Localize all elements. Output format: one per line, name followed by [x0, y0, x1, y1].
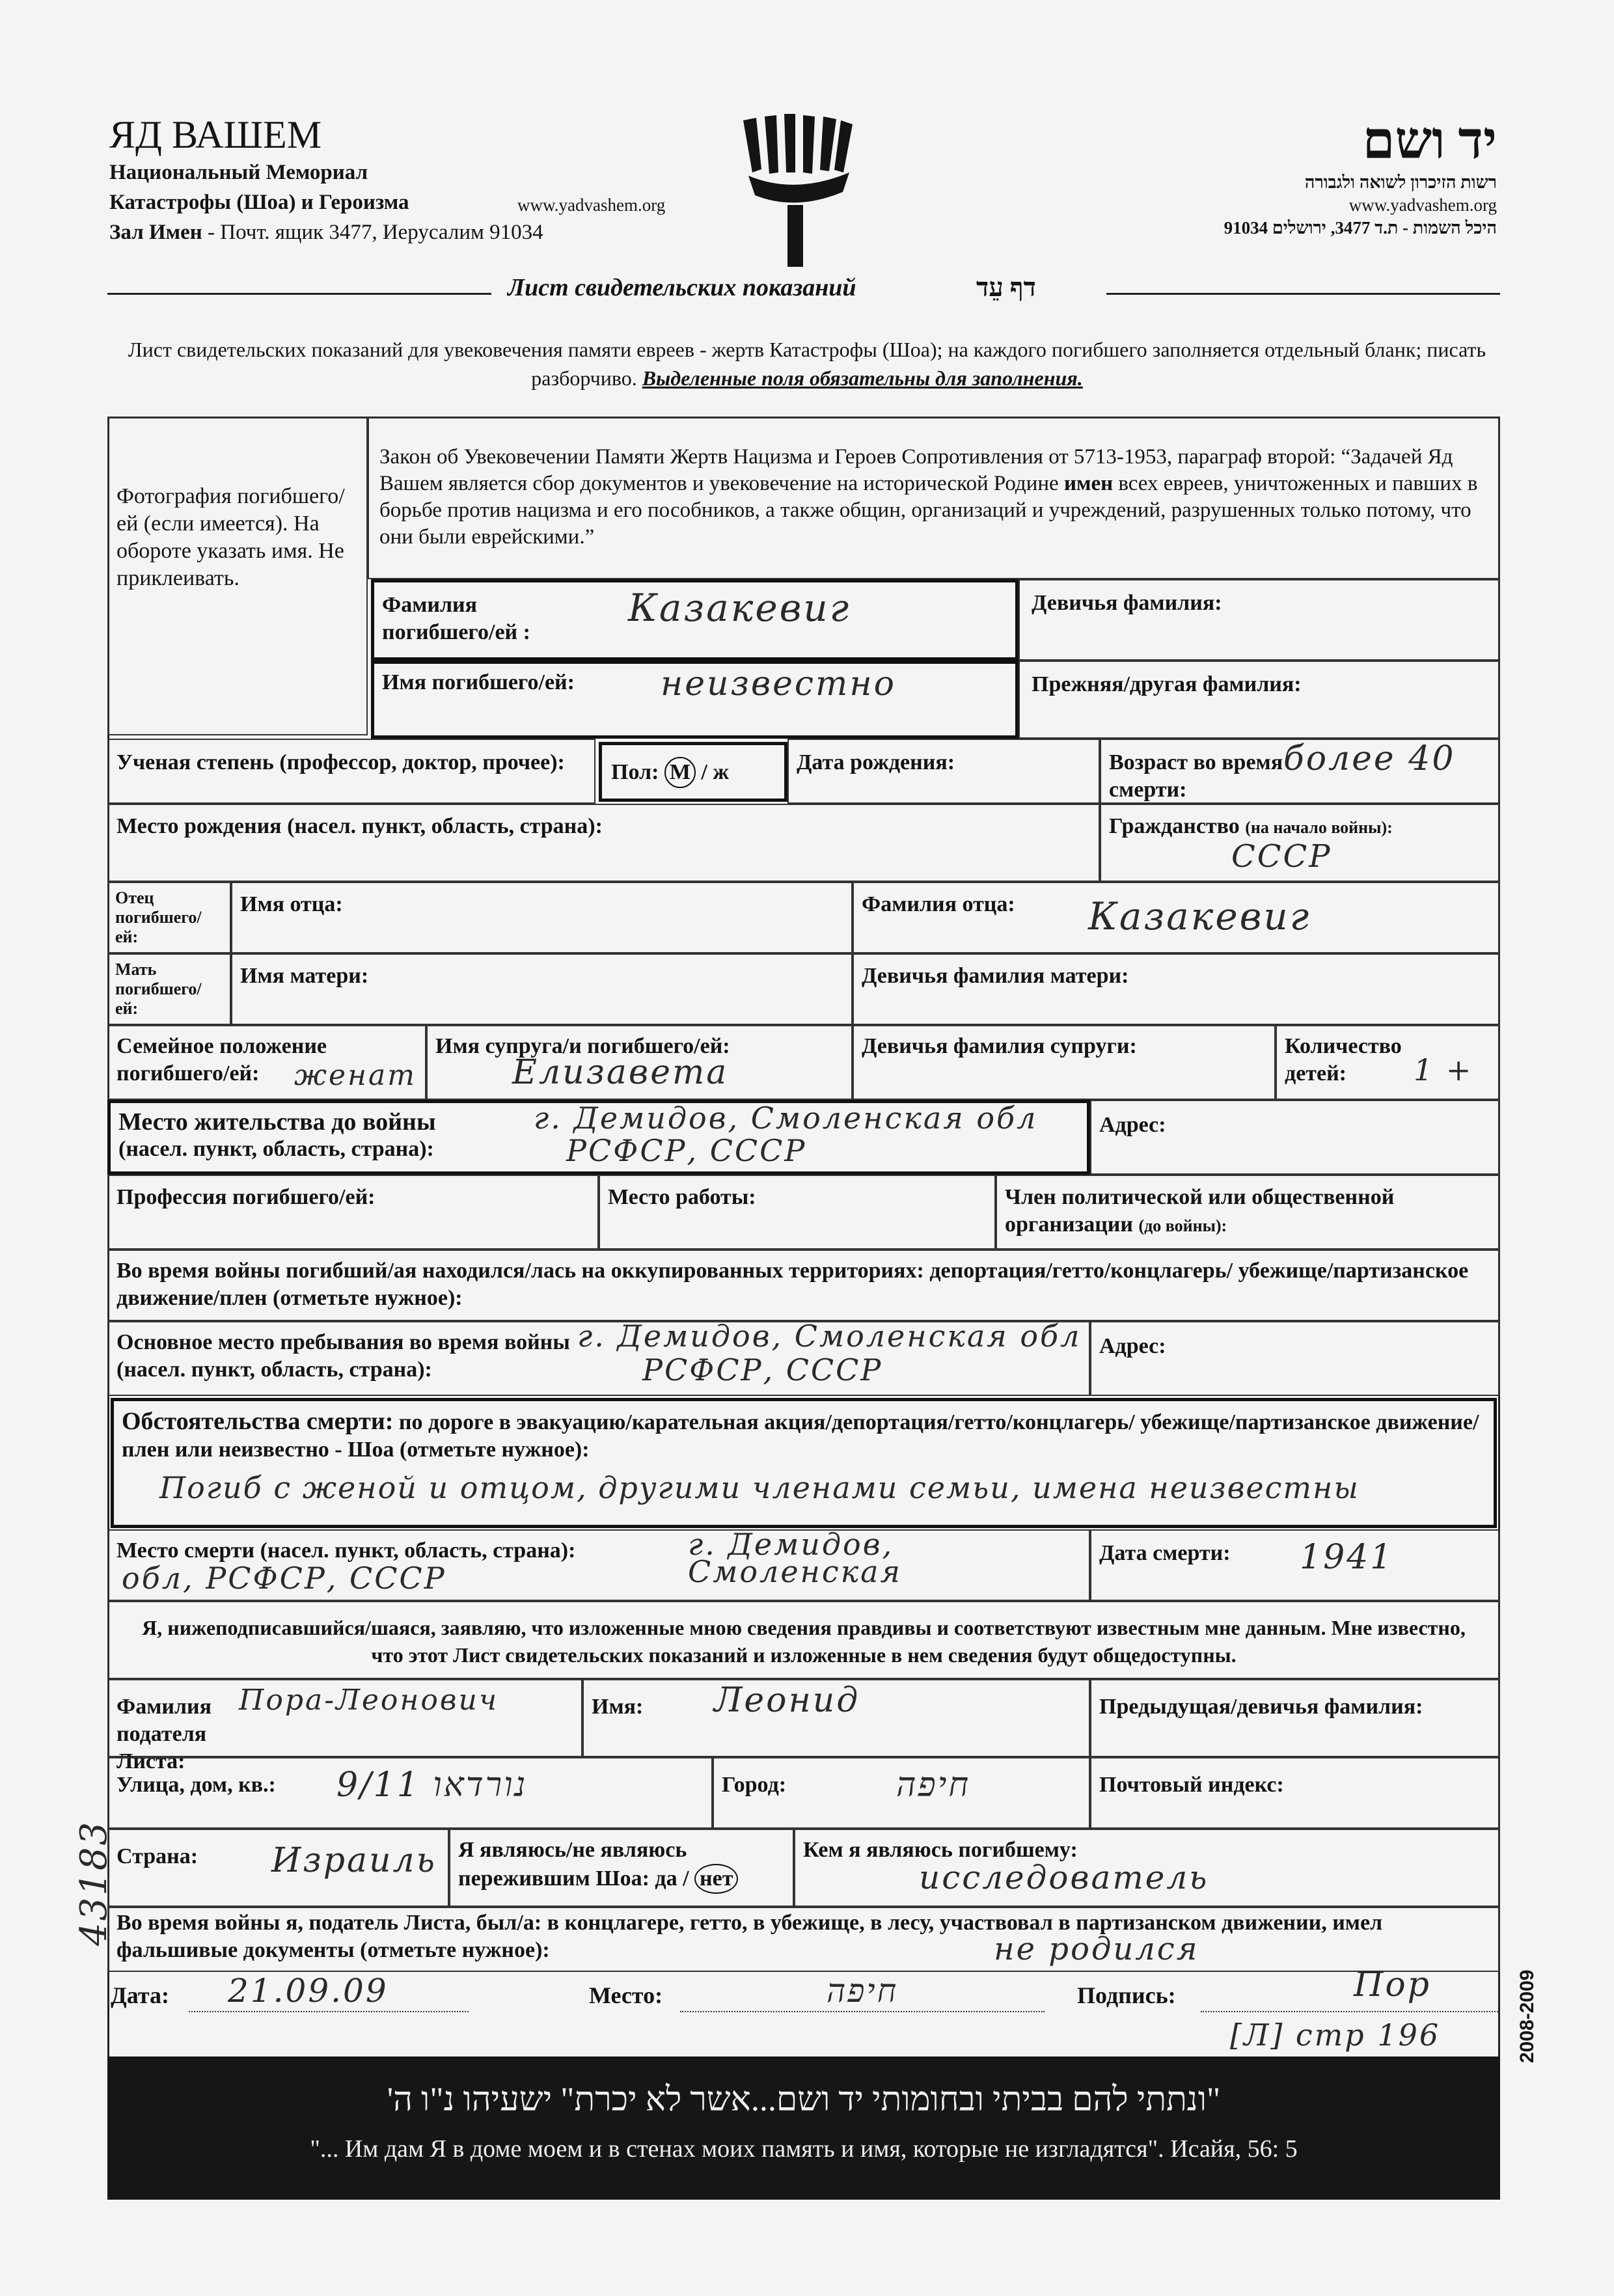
degree-field[interactable]: [107, 739, 595, 804]
submitter-surname-value: Пора-Леонович: [239, 1684, 499, 1717]
maiden-name-field[interactable]: [1019, 579, 1500, 661]
citizenship-field[interactable]: [1100, 804, 1500, 882]
spouse-name-value: Елизавета: [512, 1053, 729, 1092]
sex-field[interactable]: [599, 742, 787, 802]
father-row-label: Отец погибшего/ ей:: [107, 882, 231, 953]
url-left: www.yadvashem.org: [517, 195, 666, 215]
submitter-name-field[interactable]: [582, 1679, 1090, 1757]
membership-field[interactable]: [996, 1175, 1500, 1250]
law-text-b: всех евреев, уничтоженных и павших в борьбе против нацизма и его пособников, а также общин, организаций и учреждений, разрушенных только потому, что они были еврейскими.”: [379, 472, 1478, 549]
mother-name-label: Имя матери:: [240, 964, 369, 988]
death-date-value: 1941: [1300, 1538, 1394, 1577]
citizenship-note: (на начало войны):: [1245, 818, 1393, 837]
wartime-status-field[interactable]: [107, 1250, 1500, 1321]
spouse-maiden-field[interactable]: [853, 1025, 1276, 1100]
title-rule-left: [107, 293, 491, 295]
death-date-field[interactable]: [1090, 1529, 1500, 1601]
death-place-field[interactable]: [107, 1529, 1090, 1601]
death-place-value-line2: обл, РСФСР, СССР: [122, 1561, 446, 1596]
org-address-text: - Почт. ящик 3477, Иерусалим 91034: [202, 221, 543, 244]
side-year-label: 2008-2009: [1516, 1969, 1538, 2063]
wartime-place-label: Основное место пребывания во время войны (насел. пункт, область, страна):: [116, 1330, 570, 1382]
header-right: [1093, 112, 1497, 239]
document-title: Лист свидетельских показаний: [508, 274, 856, 301]
relation-label: Кем я являюсь погибшему:: [803, 1838, 1078, 1862]
org-title: ЯД ВАШЕМ: [109, 113, 322, 156]
father-surname-value: Казакевиг: [1088, 894, 1311, 938]
wartime-address-label: Адрес:: [1099, 1334, 1166, 1358]
submitter-previous-field[interactable]: [1090, 1679, 1500, 1757]
spouse-maiden-label: Девичья фамилия супруги:: [862, 1034, 1137, 1058]
street-value: 9/11 נורדאו: [336, 1766, 528, 1805]
signature-label: Подпись:: [1077, 1982, 1176, 2008]
children-count-value: 1 +: [1414, 1052, 1473, 1087]
submitter-wartime-text: Во время войны я, податель Листа, был/а: в концлагере, гетто, в убежище, в лесу, участвовал в партизанском движении, имел фальшивые документы (отметьте нужное):: [116, 1911, 1383, 1962]
zip-field[interactable]: [1090, 1757, 1500, 1829]
spouse-name-label: Имя супруга/и погибшего/ей:: [435, 1034, 730, 1058]
declaration-text: Я, нижеподписавшийся/шаяся, заявляю, что изложенные мною сведения правдивы и соответствуют известным мне данным. Мне известно, что этот Лист свидетельских показаний и изложенные в нем сведения будут общедоступны.: [107, 1601, 1500, 1679]
wartime-address-field[interactable]: [1090, 1321, 1500, 1396]
age-field[interactable]: [1100, 739, 1500, 804]
submitter-wartime-value: не родился: [994, 1931, 1199, 1967]
wartime-place-value-line2: РСФСР, СССР: [642, 1352, 883, 1387]
death-date-label: Дата смерти:: [1099, 1541, 1231, 1565]
wartime-place-value-line1: г. Демидов, Смоленская обл: [577, 1319, 1082, 1354]
mother-row-label: Мать погибшего/ ей:: [107, 953, 231, 1025]
relation-value: исследователь: [919, 1859, 1209, 1896]
law-text-bold: имен: [1063, 472, 1114, 495]
country-field[interactable]: [107, 1829, 449, 1907]
workplace-field[interactable]: [599, 1175, 996, 1250]
wartime-place-field[interactable]: [107, 1321, 1090, 1396]
place-label: Место:: [589, 1982, 663, 2008]
surname-field[interactable]: [371, 579, 1019, 661]
birthplace-field[interactable]: [107, 804, 1100, 882]
country-label: Страна:: [116, 1844, 198, 1868]
photo-box[interactable]: [107, 417, 368, 735]
sex-label: Пол:: [611, 760, 659, 784]
photo-label: Фотография погибшего/ей (если имеется). На обороте указать имя. Не приклеивать.: [116, 484, 345, 590]
banner-hebrew-quote: "ונתתי להם בביתי ובחומותי יד ושם...אשר לא יכרת" ישעיהו נ"ו ה': [387, 2081, 1221, 2118]
maiden-name-label: Девичья фамилия:: [1032, 591, 1222, 615]
street-field[interactable]: [107, 1757, 713, 1829]
submitter-surname-label: Фамилия подателя Листа:: [116, 1695, 212, 1773]
sex-male-option[interactable]: М: [664, 757, 696, 788]
father-name-field[interactable]: [231, 882, 853, 953]
previous-surname-field[interactable]: [1019, 661, 1500, 739]
title-rule-right: [1106, 293, 1500, 295]
law-text: [368, 417, 1500, 579]
banner-russian-quote: "... Им дам Я в доме моем и в стенах моих память и имя, которые не изгладятся". Исайя, 56: 5: [310, 2135, 1298, 2163]
surname-value: Казакевиг: [628, 586, 851, 630]
signature-line[interactable]: [1201, 2011, 1500, 2012]
city-field[interactable]: [713, 1757, 1090, 1829]
residence-value-line1: г. Демидов, Смоленская обл: [534, 1100, 1038, 1136]
children-count-field[interactable]: [1276, 1025, 1500, 1100]
previous-surname-label: Прежняя/другая фамилия:: [1032, 672, 1302, 696]
surname-label: Фамилия погибшего/ей :: [382, 593, 530, 644]
age-value: более 40: [1283, 739, 1456, 778]
membership-note: (до войны):: [1138, 1216, 1227, 1235]
marital-status-label: Семейное положение погибшего/ей:: [116, 1034, 327, 1086]
date-line[interactable]: [189, 2011, 469, 2012]
birthdate-label: Дата рождения:: [797, 750, 955, 774]
death-circumstances-value: Погиб с женой и отцом, другими членами семьи, имена неизвестны: [159, 1470, 1360, 1505]
survivor-no-option[interactable]: нет: [694, 1864, 738, 1894]
marital-status-field[interactable]: [107, 1025, 426, 1100]
submitter-previous-label: Предыдущая/девичья фамилия:: [1099, 1695, 1423, 1719]
intro-emphasis: Выделенные поля обязательны для заполнения.: [642, 366, 1083, 390]
submitter-name-value: Леонид: [714, 1681, 860, 1720]
mother-maiden-field[interactable]: [853, 953, 1500, 1025]
sex-female-option[interactable]: / ж: [701, 760, 730, 784]
residence-sublabel: (насел. пункт, область, страна):: [118, 1137, 434, 1161]
birthplace-label: Место рождения (насел. пункт, область, страна):: [116, 814, 603, 838]
he-subtitle: רשות הזיכרון לשואה ולגבורה: [1304, 172, 1497, 192]
date-value: 21.09.09: [228, 1972, 389, 2010]
submitter-name-label: Имя:: [592, 1695, 644, 1719]
place-line[interactable]: [680, 2011, 1045, 2012]
city-label: Город:: [722, 1773, 787, 1797]
residence-address-field[interactable]: [1090, 1100, 1500, 1175]
citizenship-value: СССР: [1231, 838, 1332, 875]
death-circumstances-text: по дороге в эвакуацию/карательная акция/депортация/гетто/концлагерь/ убежище/партизанское движение/плен или неизвестно - Шоа (отметьте нужное):: [122, 1410, 1479, 1462]
zip-label: Почтовый индекс:: [1099, 1773, 1284, 1797]
street-label: Улица, дом, кв.:: [116, 1773, 276, 1797]
relation-field[interactable]: [794, 1829, 1500, 1907]
archive-note: [Л] стр 196: [1230, 2017, 1441, 2053]
father-surname-field[interactable]: [853, 882, 1500, 953]
birthdate-field[interactable]: [787, 739, 1100, 804]
signature-value: Пор: [1354, 1965, 1431, 2004]
he-title: יד ושם: [1362, 113, 1497, 170]
org-subtitle-2: Катастрофы (Шоа) и Героизма: [109, 191, 409, 214]
org-subtitle-1: Национальный Мемориал: [109, 161, 368, 184]
age-label: Возраст во время смерти:: [1109, 750, 1283, 802]
spouse-name-field[interactable]: [426, 1025, 853, 1100]
children-count-label: Количество детей:: [1285, 1034, 1402, 1086]
father-name-label: Имя отца:: [240, 892, 343, 916]
residence-value-line2: РСФСР, СССР: [566, 1133, 807, 1168]
residence-field[interactable]: [107, 1100, 1090, 1175]
mother-name-field[interactable]: [231, 953, 853, 1025]
degree-label: Ученая степень (профессор, доктор, прочее):: [116, 750, 565, 774]
quote-banner: [107, 2057, 1500, 2200]
url-right: www.yadvashem.org: [1348, 195, 1497, 215]
he-address: היכל השמות - ת.ד 3477, ירושלים 91034: [1224, 218, 1497, 238]
membership-label: Член политической или общественной организации: [1005, 1185, 1395, 1237]
document-title-he: דף עֵד: [976, 273, 1036, 302]
residence-label: Место жительства до войны: [118, 1108, 436, 1136]
date-label: Дата:: [111, 1982, 169, 2008]
death-place-value-line1: г. Демидов, Смоленская: [688, 1527, 902, 1589]
yad-vashem-logo: [735, 107, 856, 270]
mother-maiden-label: Девичья фамилия матери:: [862, 964, 1129, 988]
hall-of-names-label: Зал Имен: [109, 221, 202, 244]
intro-body: Лист свидетельских показаний для увековечения памяти евреев - жертв Катастрофы (Шоа); на каждого погибшего заполняется отдельный бланк; писать разборчиво.: [128, 338, 1486, 390]
death-circumstances-field[interactable]: [111, 1398, 1497, 1528]
country-value: Израиль: [271, 1841, 437, 1880]
survivor-field[interactable]: [449, 1829, 794, 1907]
wartime-status-text: Во время войны погибший/ая находился/лась на оккупированных территориях: депортация/гетто/концлагерь/ убежище/партизанское движение/плен (отметьте нужное):: [116, 1259, 1469, 1310]
workplace-label: Место работы:: [608, 1185, 756, 1209]
profession-field[interactable]: [107, 1175, 599, 1250]
intro-text: [111, 335, 1503, 392]
law-text-a: Закон об Увековечении Памяти Жертв Нацизма и Героев Сопротивления от 5713-1953, параграф второй: “Задачей Яд Вашем является сбор документов и увековечение на исторической Родине: [379, 445, 1453, 495]
death-circumstances-label: Обстоятельства смерти:: [122, 1408, 394, 1435]
header-left: [109, 112, 747, 247]
death-place-label: Место смерти (насел. пункт, область, страна):: [116, 1538, 576, 1563]
org-address: [109, 217, 747, 247]
submitter-surname-field[interactable]: [107, 1679, 582, 1773]
residence-address-label: Адрес:: [1099, 1113, 1166, 1137]
first-name-value: неизвестно: [661, 664, 896, 704]
profession-label: Профессия погибшего/ей:: [116, 1185, 376, 1209]
father-surname-label: Фамилия отца:: [862, 892, 1015, 916]
city-value: חיפה: [896, 1766, 971, 1805]
submitter-wartime-field[interactable]: [107, 1907, 1500, 1972]
side-archive-number: 43183: [73, 1820, 115, 1946]
survivor-label: Я являюсь/не являюсь пережившим Шоа: да /: [458, 1838, 689, 1891]
place-value: חיפה: [827, 1972, 899, 2010]
first-name-label: Имя погибшего/ей:: [382, 670, 575, 694]
first-name-field[interactable]: [371, 661, 1019, 739]
marital-status-value: женат: [294, 1059, 417, 1092]
citizenship-label: Гражданство: [1109, 814, 1240, 838]
